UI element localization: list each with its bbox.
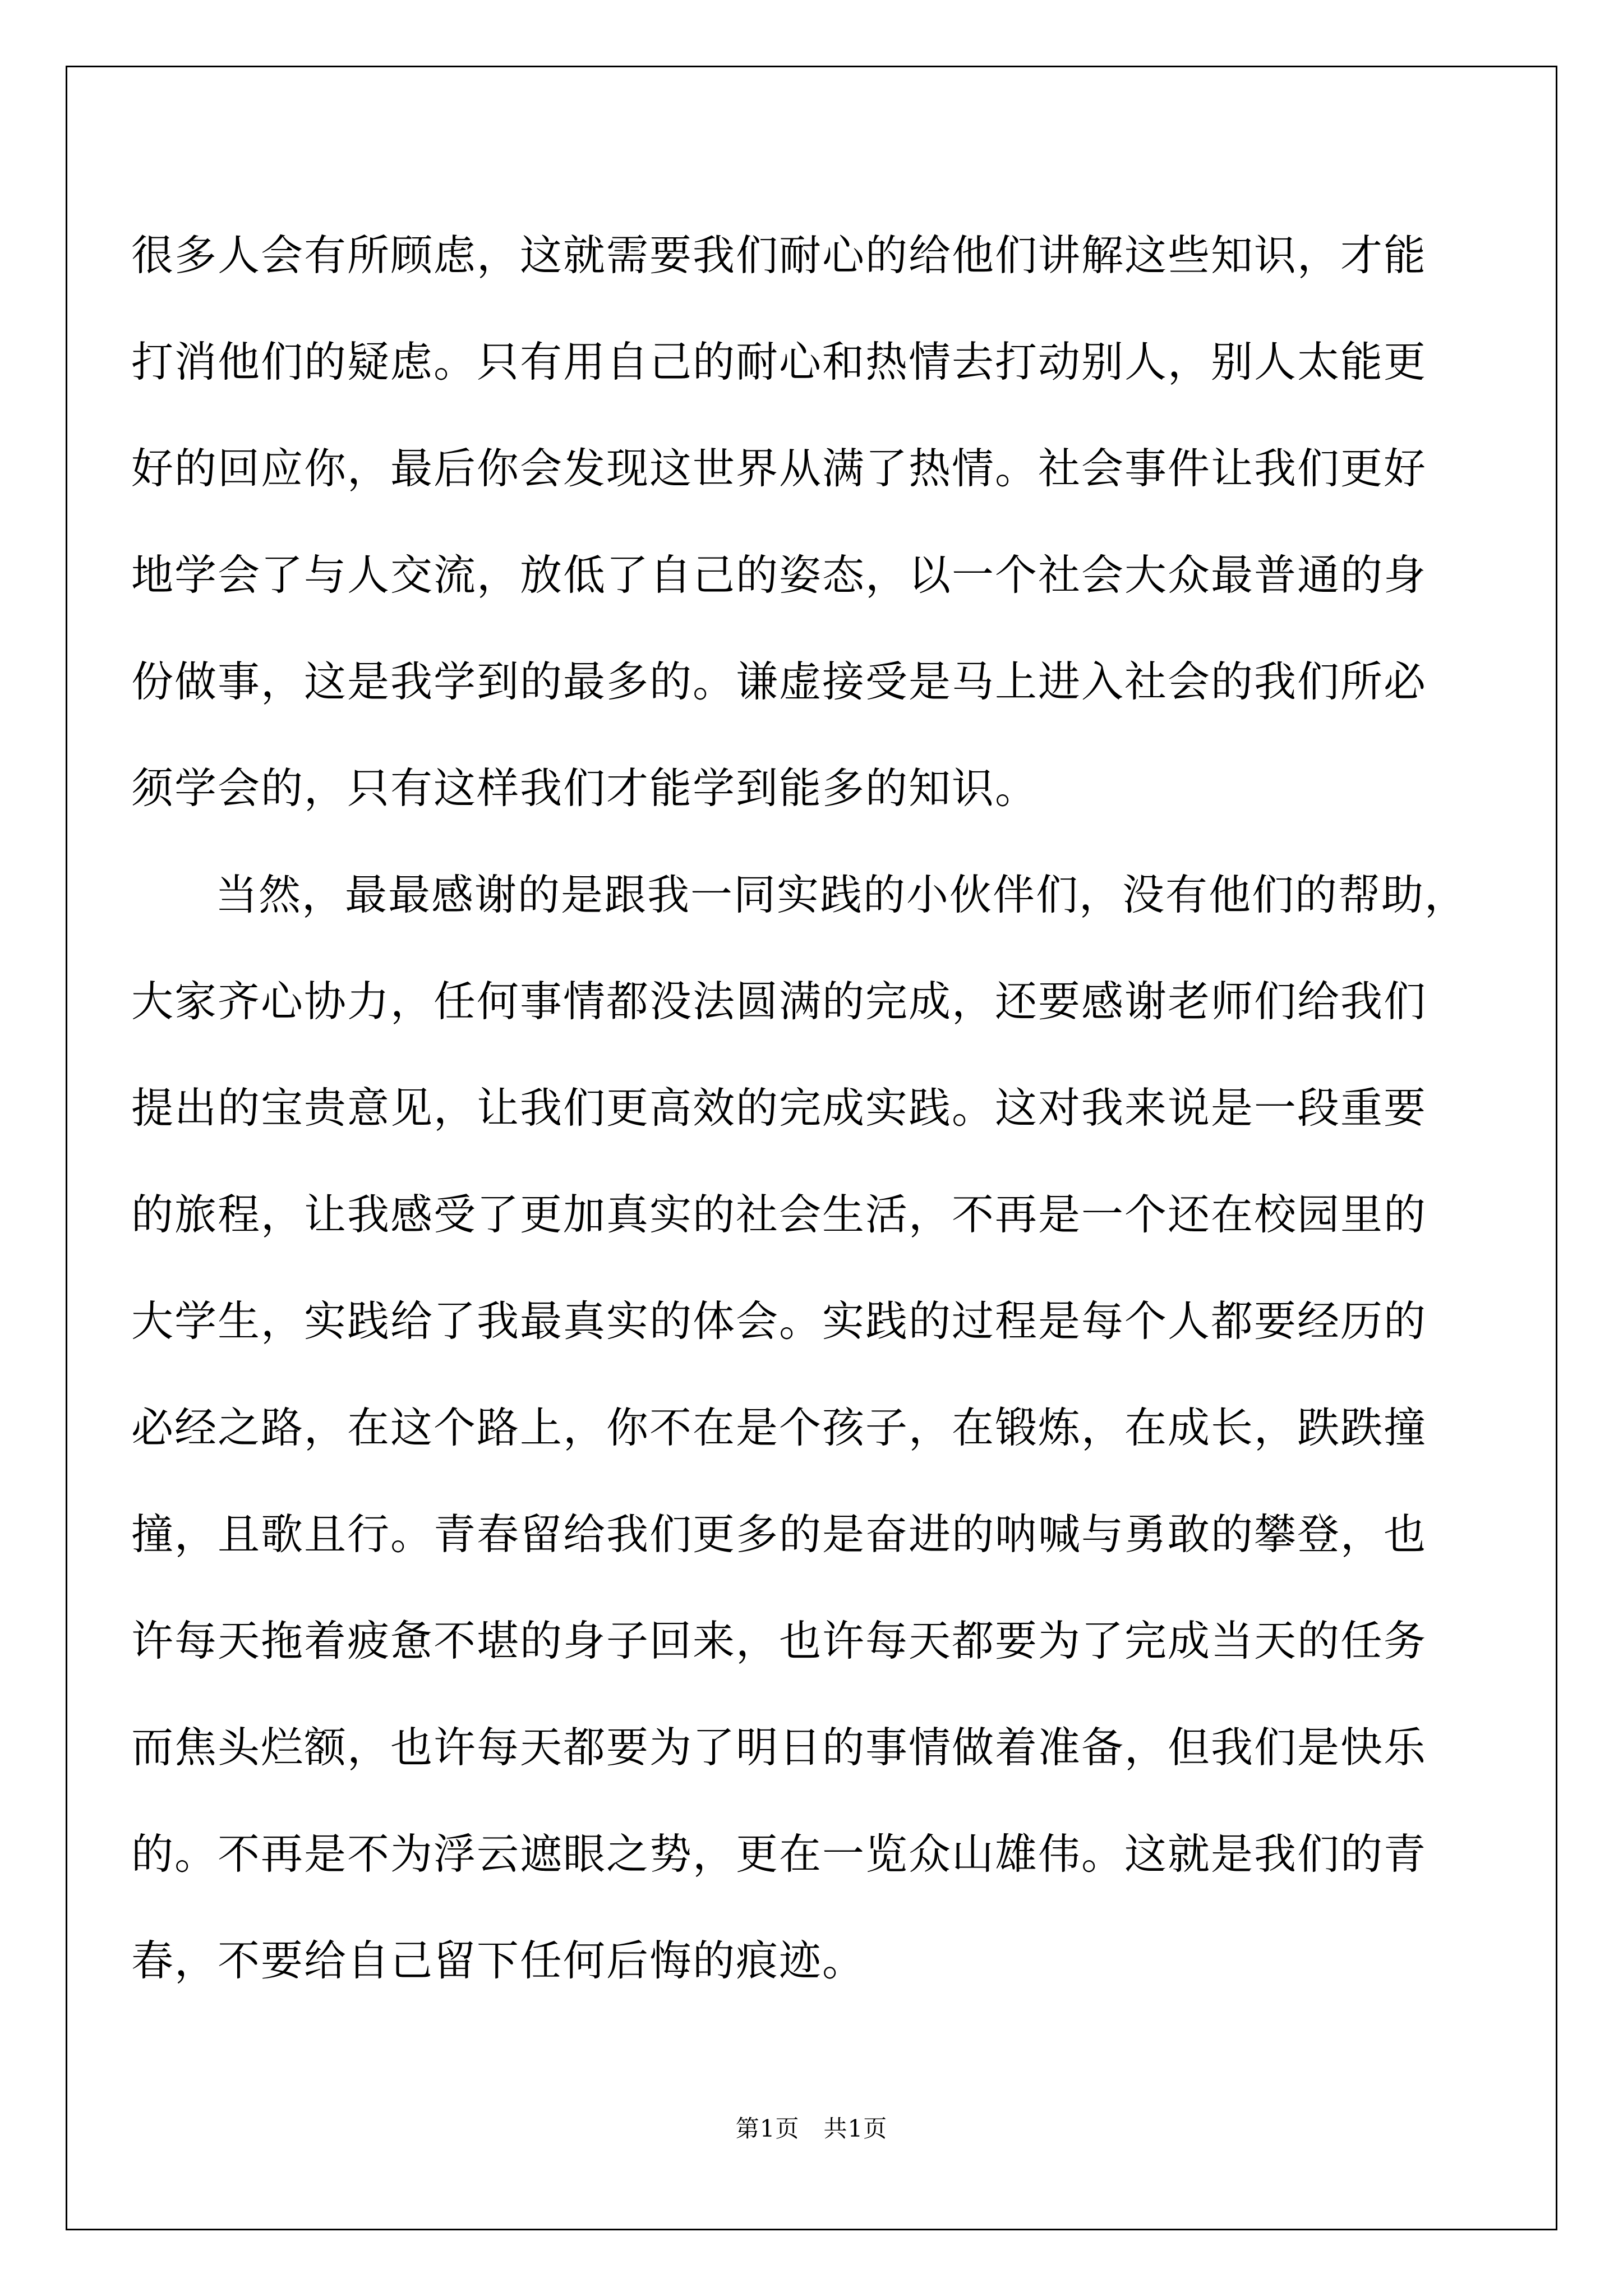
text-line: 提出的宝贵意见，让我们更高效的完成实践。这对我来说是一段重要 (131, 1083, 1427, 1133)
text-line: 的旅程，让我感受了更加真实的社会生活，不再是一个还在校园里的 (131, 1190, 1427, 1239)
text-line: 而焦头烂额，也许每天都要为了明日的事情做着准备，但我们是快乐 (131, 1723, 1427, 1772)
text-line: 的。不再是不为浮云遮眼之势，更在一览众山雄伟。这就是我们的青 (131, 1829, 1427, 1879)
text-line: 大家齐心协力，任何事情都没法圆满的完成，还要感谢老师们给我们 (131, 977, 1427, 1026)
text-line: 好的回应你，最后你会发现这世界从满了热情。社会事件让我们更好 (131, 444, 1427, 493)
document-body (131, 202, 1468, 2014)
text-line: 撞，且歌且行。青春留给我们更多的是奋进的呐喊与勇敢的攀登，也 (131, 1510, 1427, 1559)
text-line: 地学会了与人交流，放低了自己的姿态，以一个社会大众最普通的身 (131, 550, 1427, 600)
text-line: 打消他们的疑虑。只有用自己的耐心和热情去打动别人，别人太能更 (131, 337, 1427, 386)
text-line: 许每天拖着疲惫不堪的身子回来，也许每天都要为了完成当天的任务 (131, 1616, 1427, 1665)
text-line: 很多人会有所顾虑，这就需要我们耐心的给他们讲解这些知识，才能 (131, 231, 1427, 280)
text-line: 份做事，这是我学到的最多的。谦虚接受是马上进入社会的我们所必 (131, 657, 1427, 706)
page-number-footer: 第1页 共1页 (735, 2115, 888, 2142)
text-line-indented: 当然，最最感谢的是跟我一同实践的小伙伴们，没有他们的帮助， (215, 870, 1468, 919)
text-line: 春，不要给自己留下任何后悔的痕迹。 (131, 1936, 866, 1985)
text-line: 必经之路，在这个路上，你不在是个孩子，在锻炼，在成长，跌跌撞 (131, 1403, 1427, 1452)
text-line: 大学生，实践给了我最真实的体会。实践的过程是每个人都要经历的 (131, 1296, 1427, 1346)
text-line: 须学会的，只有这样我们才能学到能多的知识。 (131, 763, 1039, 813)
